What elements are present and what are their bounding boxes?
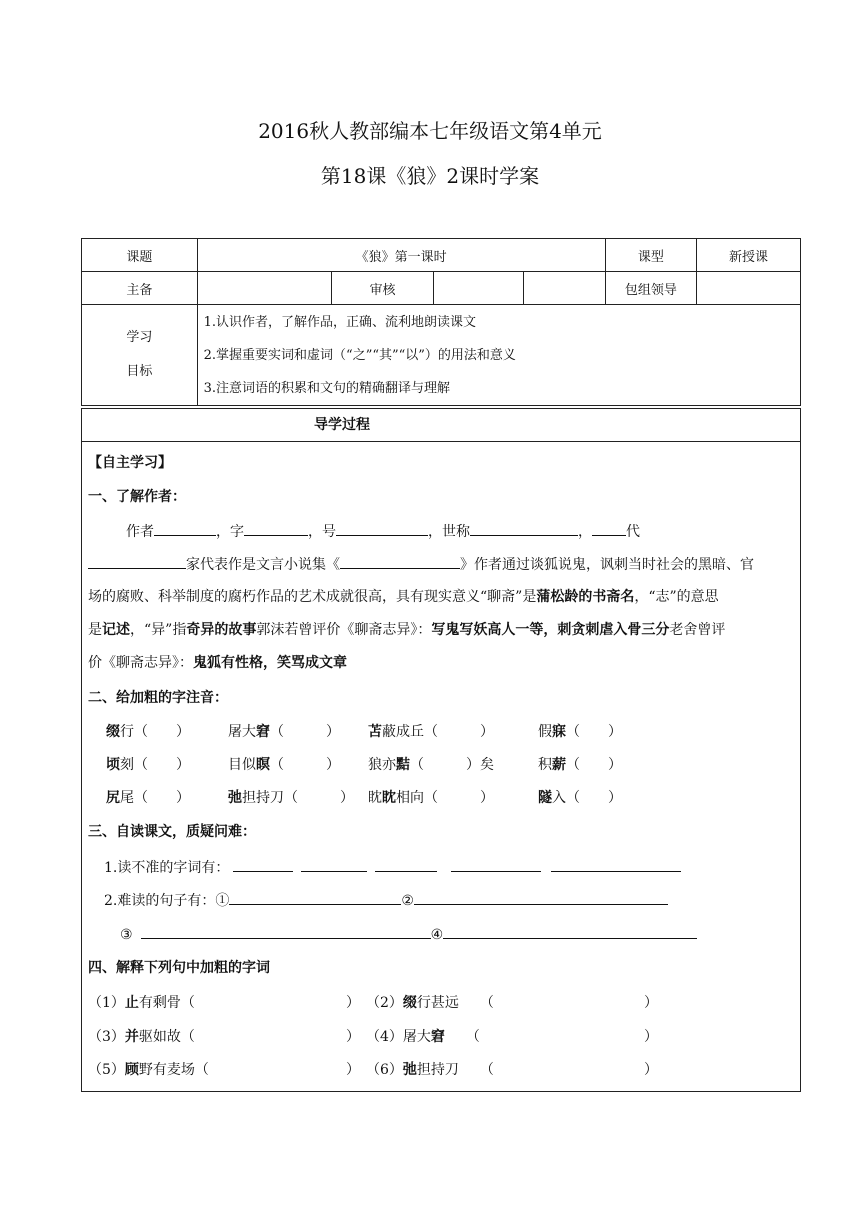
- explain-close: ）: [346, 1029, 360, 1045]
- guide-title: 导学过程: [314, 417, 370, 433]
- explain-item[interactable]: （4）屠大窘 （: [366, 1029, 480, 1045]
- goal-list: [197, 305, 800, 406]
- study-body: [81, 441, 801, 1092]
- goal-item: 2.掌握重要实词和虚词（“之”“其”“以”）的用法和意义: [203, 347, 516, 363]
- pinyin-item[interactable]: 眈眈相向（ ）: [368, 790, 494, 806]
- lesson-title: 第18课《狼》2课时学案: [320, 164, 540, 188]
- goal-label-1: 学习: [126, 330, 153, 345]
- topic-label: 课题: [82, 239, 198, 272]
- group-value[interactable]: [696, 272, 800, 305]
- blank-word[interactable]: [451, 857, 541, 872]
- explain-item[interactable]: （6）弛担持刀 （: [366, 1062, 494, 1078]
- review-value[interactable]: [433, 272, 524, 305]
- explain-close: ）: [644, 995, 658, 1011]
- blank-word[interactable]: [301, 857, 367, 872]
- review-label: 审核: [332, 272, 433, 305]
- lead-label: 主备: [82, 272, 198, 305]
- explain-item[interactable]: （1）止有剩骨（: [88, 995, 195, 1011]
- section2-title: 二、给加粗的字注音：: [88, 690, 228, 706]
- section3-title: 三、自读课文，质疑问难：: [88, 824, 256, 840]
- blank-word[interactable]: [233, 857, 293, 872]
- guide-header: [81, 408, 801, 442]
- blank-zi[interactable]: [244, 521, 308, 536]
- explain-item[interactable]: （2）缀行甚远 （: [366, 995, 494, 1011]
- blank-author[interactable]: [154, 521, 216, 536]
- lead-value[interactable]: [197, 272, 332, 305]
- hard-sentences-line: 2.难读的句子有：① ②: [104, 890, 668, 911]
- intro-line-4: 是记述，“异”指奇异的故事郭沫若曾评价《聊斋志异》：写鬼写妖高人一等，刺贪刺虐入骨三分老舍曾评: [88, 622, 726, 638]
- self-study-heading: 【自主学习】: [88, 455, 172, 471]
- blank-school[interactable]: [88, 554, 186, 569]
- blank-sentence-3[interactable]: [141, 924, 431, 939]
- explain-item[interactable]: （5）顾野有麦场（: [88, 1062, 209, 1078]
- blank-word[interactable]: [375, 857, 437, 872]
- section1-title: 一、了解作者：: [88, 489, 186, 505]
- pinyin-item[interactable]: 屠大窘（ ）: [228, 724, 340, 740]
- blank-dynasty[interactable]: [592, 521, 626, 536]
- blank-shicheng[interactable]: [470, 521, 578, 536]
- pinyin-item[interactable]: 苫蔽成丘（ ）: [368, 724, 494, 740]
- explain-item[interactable]: （3）并驱如故（: [88, 1029, 195, 1045]
- pinyin-item[interactable]: 尻尾（ ）: [106, 790, 190, 806]
- type-value: 新授课: [696, 239, 800, 272]
- goal-label: [82, 305, 198, 406]
- document-title: 2016秋人教部编本七年级语文第4单元: [258, 119, 602, 143]
- explain-close: ）: [346, 995, 360, 1011]
- topic-value: 《狼》第一课时: [197, 239, 605, 272]
- pinyin-item[interactable]: 顷刻（ ）: [106, 757, 190, 773]
- blank-sentence-2[interactable]: [414, 890, 668, 905]
- type-label: 课型: [605, 239, 696, 272]
- goal-item: 1.认识作者，了解作品，正确、流利地朗读课文: [203, 314, 477, 330]
- pinyin-item[interactable]: 缀行（ ）: [106, 724, 190, 740]
- hard-sentences-line-2: ③ ④: [120, 924, 697, 945]
- blank-collection[interactable]: [340, 554, 460, 569]
- author-line: 作者 ，字 ，号 ，世称 ， 代: [126, 521, 640, 542]
- pinyin-item[interactable]: 隧入（ ）: [538, 790, 622, 806]
- representative-line: 家代表作是文言小说集《 》作者通过谈狐说鬼，讽刺当时社会的黑暗、官: [88, 554, 754, 575]
- blank-hao[interactable]: [336, 521, 428, 536]
- blank-sentence-4[interactable]: [443, 924, 697, 939]
- pinyin-item[interactable]: 弛担持刀（ ）: [228, 790, 354, 806]
- explain-close: ）: [644, 1029, 658, 1045]
- intro-line-5: 价《聊斋志异》：鬼狐有性格，笑骂成文章: [88, 655, 347, 671]
- explain-close: ）: [346, 1062, 360, 1078]
- explain-close: ）: [644, 1062, 658, 1078]
- pinyin-item[interactable]: 狼亦黠（ ）矣: [368, 757, 494, 773]
- blank-sentence-1[interactable]: [229, 890, 401, 905]
- hard-words-line: 1.读不准的字词有：: [104, 857, 681, 878]
- info-table: [81, 238, 801, 406]
- blank-word[interactable]: [551, 857, 681, 872]
- goal-label-2: 目标: [126, 364, 153, 379]
- goal-item: 3.注意词语的积累和文句的精确翻译与理解: [203, 380, 451, 396]
- section4-title: 四、解释下列句中加粗的字词: [88, 960, 270, 976]
- review-extra[interactable]: [524, 272, 605, 305]
- intro-line-3: 场的腐败、科举制度的腐朽作品的艺术成就很高，具有现实意义“聊斋”是蒲松龄的书斋名，“志”的意思: [88, 589, 719, 605]
- group-label: 包组领导: [605, 272, 696, 305]
- pinyin-item[interactable]: 目似瞑（ ）: [228, 757, 340, 773]
- pinyin-item[interactable]: 假寐（ ）: [538, 724, 622, 740]
- pinyin-item[interactable]: 积薪（ ）: [538, 757, 622, 773]
